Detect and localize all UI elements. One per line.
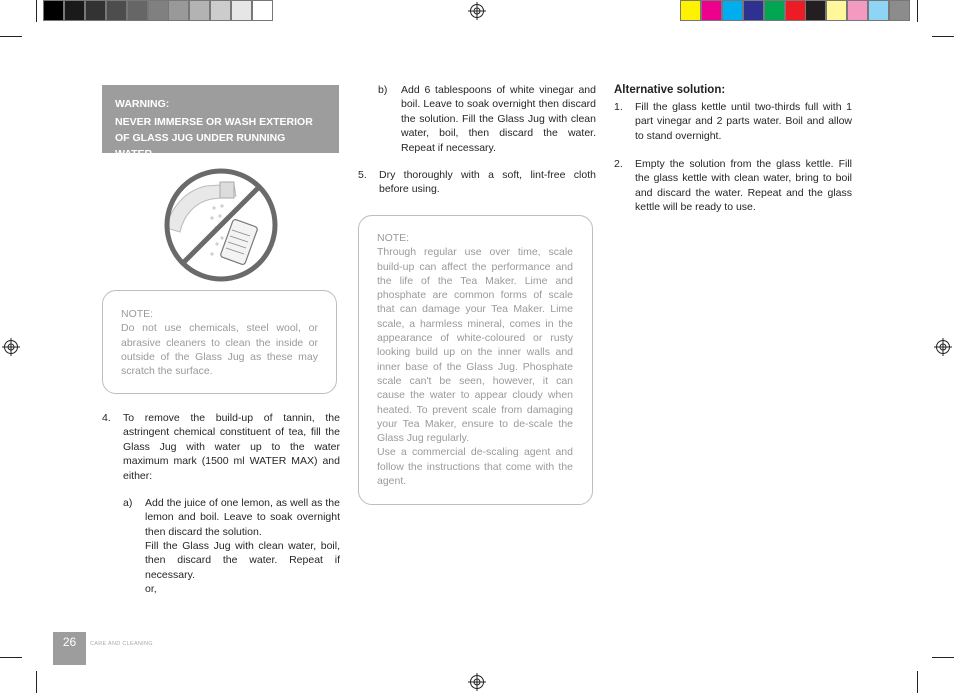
gray-swatch [252, 0, 273, 21]
registration-mark-icon [934, 338, 952, 356]
gray-swatch [148, 0, 169, 21]
color-swatch [889, 0, 910, 21]
section-heading: Alternative solution: [614, 84, 726, 96]
note-box [102, 290, 337, 394]
color-swatch [785, 0, 806, 21]
note-box [358, 215, 593, 505]
substep-label: b) [378, 84, 388, 96]
note-text: Do not use chemicals, steel wool, or abrasive cleaners to clean the inside or outside of the Glass Jug as these may scratch the surface. [121, 322, 318, 378]
color-swatch [701, 0, 722, 21]
crop-mark [36, 671, 37, 693]
step-text: Dry thoroughly with a soft, lint-free cloth before using. [379, 169, 596, 196]
crop-mark [917, 0, 918, 22]
warning-box [102, 85, 339, 160]
warning-title: WARNING: [115, 98, 170, 110]
crop-mark [932, 657, 954, 658]
section-label: CARE AND CLEANING [90, 641, 153, 647]
color-swatch [805, 0, 826, 21]
note-text: Through regular use over time, scale build-up can affect the performance and the life of the Tea Maker. Lime and phosphate are common forms of scale that can damage your Tea Maker. Lime scale, a harmless mineral, comes in the appearance of white-coloured or rusty looking build up on the inner walls and inner base of the Glass Jug. Phosphate scale can't be seen, however, it can cause the water to appear cloudy when heated. To prevent scale from damaging your Tea Maker, ensure to de-scale the Glass Jug regularly. [377, 246, 573, 445]
no-running-water-icon [162, 166, 280, 284]
warning-text: NEVER IMMERSE OR WASH EXTERIOR OF GLASS JUG UNDER RUNNING WATER. [115, 116, 313, 160]
list-number: 2. [614, 158, 623, 170]
substep-text: Add the juice of one lemon, as well as the lemon and boil. Leave to soak overnight then discard the solution. [145, 497, 340, 538]
substep-text: Fill the Glass Jug with clean water, boil, then discard the water. Repeat if necessary. [145, 540, 340, 581]
gray-swatch [189, 0, 210, 21]
registration-mark-icon [2, 338, 20, 356]
color-swatch [722, 0, 743, 21]
color-swatch [743, 0, 764, 21]
substep-label: a) [123, 497, 133, 509]
crop-mark [932, 36, 954, 37]
color-swatch [847, 0, 868, 21]
step-text: To remove the build-up of tannin, the astringent chemical constituent of tea, fill the Glass Jug with water up to the water maximum mark (1500 ml WATER MAX) and either: [123, 412, 340, 482]
page-number: 26 [53, 632, 86, 665]
note-text: Use a commercial de-scaling agent and follow the instructions that come with the agent. [377, 446, 573, 488]
gray-swatch [231, 0, 252, 21]
substep-text: Add 6 tablespoons of white vinegar and boil. Leave to soak overnight then discard the solution. Fill the Glass Jug with clean water, boil, then discard the water. Repeat if necessary. [401, 84, 596, 154]
list-item: Fill the glass kettle until two-thirds full with 1 part vinegar and 2 parts water. Boil and allow to stand overnight. [635, 101, 852, 142]
step-number: 4. [102, 412, 111, 424]
registration-mark-icon [468, 673, 486, 691]
substep-or: or, [145, 583, 157, 595]
color-swatch [868, 0, 889, 21]
list-item: Empty the solution from the glass kettle. Fill the glass kettle with clean water, bring to boil and discard the water. Repeat and the glass kettle will be ready to use. [635, 158, 852, 214]
color-swatch [826, 0, 847, 21]
gray-swatch [210, 0, 231, 21]
note-title: NOTE: [121, 308, 154, 320]
gray-swatch [127, 0, 148, 21]
crop-mark [917, 671, 918, 693]
step-number: 5. [358, 169, 367, 181]
gray-swatch [106, 0, 127, 21]
crop-mark [0, 36, 22, 37]
crop-mark [36, 0, 37, 22]
color-swatch [764, 0, 785, 21]
gray-swatch [43, 0, 64, 21]
registration-mark-icon [468, 2, 486, 20]
gray-swatch [168, 0, 189, 21]
gray-swatch [85, 0, 106, 21]
crop-mark [0, 657, 22, 658]
color-swatch [680, 0, 701, 21]
note-title: NOTE: [377, 232, 410, 244]
list-number: 1. [614, 101, 623, 113]
gray-swatch [64, 0, 85, 21]
